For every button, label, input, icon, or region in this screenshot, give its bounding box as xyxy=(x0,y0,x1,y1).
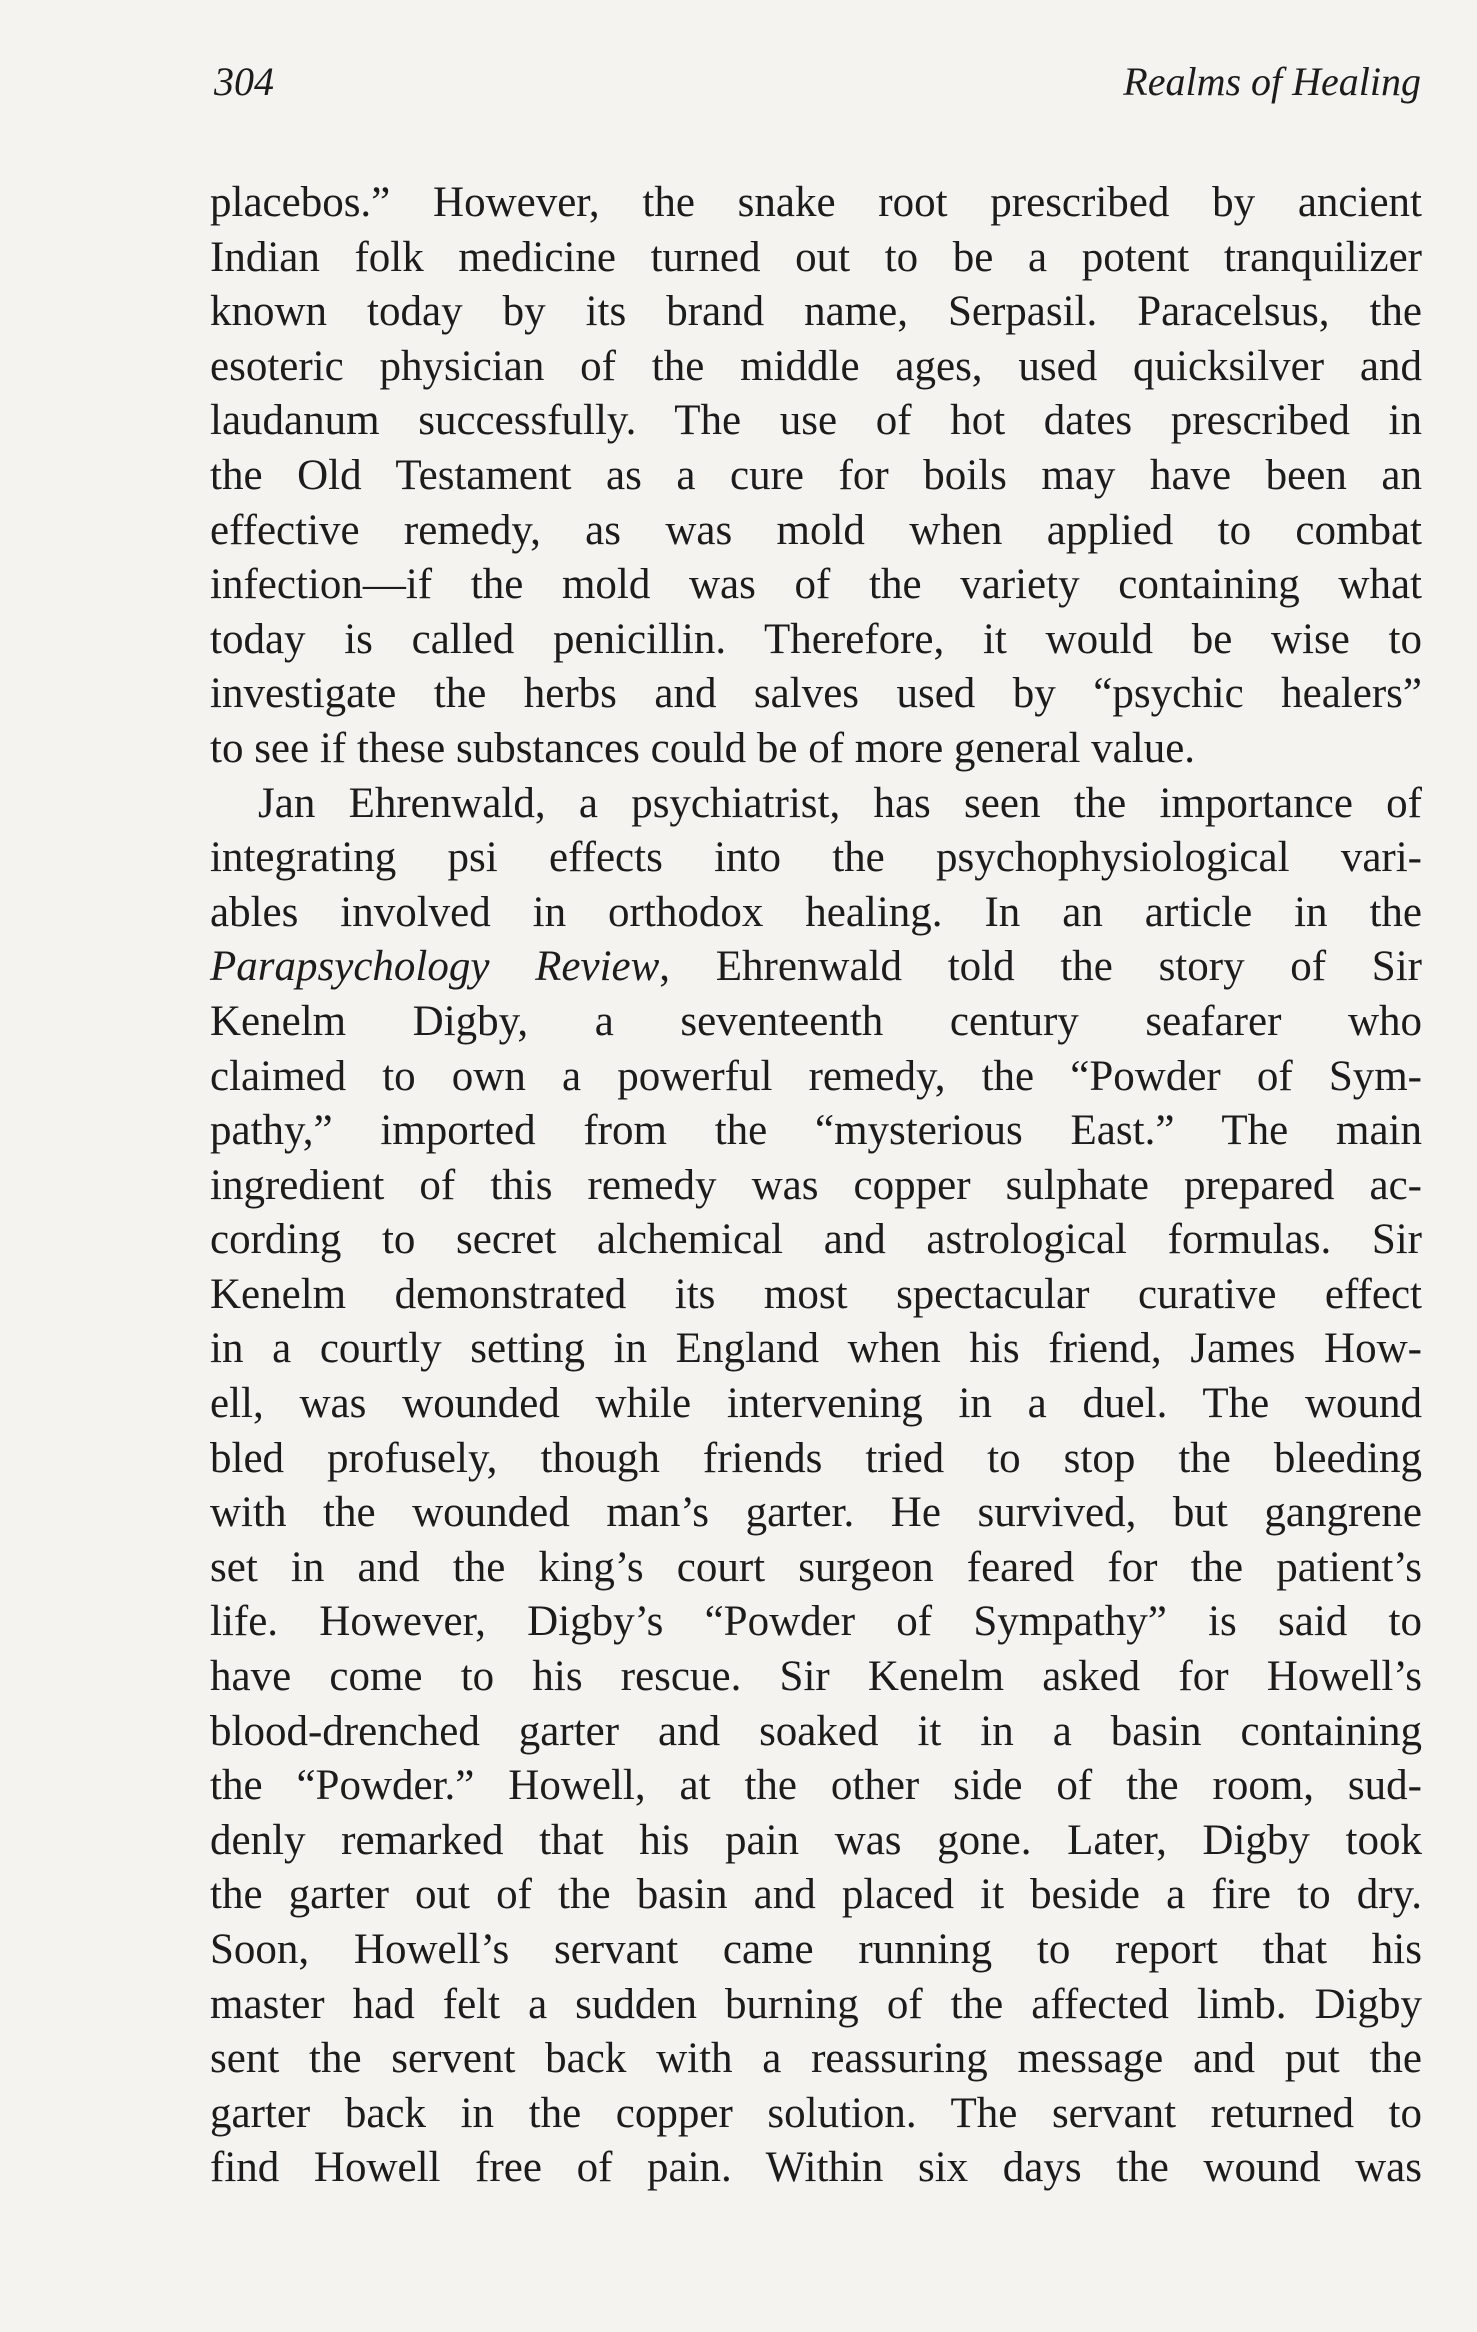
text-line: Kenelm demonstrated its most spectacular curative effect xyxy=(210,1270,1422,1318)
text-line: Indian folk medicine turned out to be a potent tranquilizer xyxy=(210,233,1422,281)
text-line-with-title xyxy=(210,940,1422,995)
paragraph-end-line: to see if these substances could be of more general value. xyxy=(210,724,1196,772)
journal-title: Parapsychology Review xyxy=(210,943,660,991)
text-line: Kenelm Digby, a seventeenth century seafarer who xyxy=(210,997,1422,1045)
text-line: have come to his rescue. Sir Kenelm asked for Howell’s xyxy=(210,1653,1422,1701)
text-line: sent the servent back with a reassuring message and put the xyxy=(210,2035,1422,2083)
text-segment: , Ehrenwald told the story of Sir xyxy=(659,943,1422,991)
text-line: the Old Testament as a cure for boils may have been an xyxy=(210,451,1422,499)
text-line: bled profusely, though friends tried to stop the bleeding xyxy=(210,1434,1422,1482)
text-line: integrating psi effects into the psychophysiological vari- xyxy=(210,834,1422,882)
text-line: pathy,” imported from the “mysterious East.” The main xyxy=(210,1107,1422,1155)
text-line: garter back in the copper solution. The servant returned to xyxy=(210,2089,1422,2137)
text-line: investigate the herbs and salves used by “psychic healers” xyxy=(210,670,1422,718)
text-line: esoteric physician of the middle ages, used quicksilver and xyxy=(210,342,1422,390)
text-line: claimed to own a powerful remedy, the “Powder of Sym- xyxy=(210,1052,1422,1100)
text-line: placebos.” However, the snake root prescribed by ancient xyxy=(210,179,1422,226)
text-line: today is called penicillin. Therefore, it would be wise to xyxy=(210,615,1422,663)
text-line: infection—if the mold was of the variety containing what xyxy=(210,561,1422,609)
text-line: blood-drenched garter and soaked it in a basin containing xyxy=(210,1707,1422,1755)
text-line: with the wounded man’s garter. He survived, but gangrene xyxy=(210,1489,1422,1537)
text-line: in a courtly setting in England when his friend, James How- xyxy=(210,1325,1422,1373)
running-head: Realms of Healing xyxy=(1123,59,1421,104)
text-line: find Howell free of pain. Within six days the wound was xyxy=(210,2144,1422,2192)
text-line: life. However, Digby’s “Powder of Sympathy” is said to xyxy=(210,1598,1422,1646)
text-line: denly remarked that his pain was gone. Later, Digby took xyxy=(210,1816,1422,1864)
paragraph-start-line: Jan Ehrenwald, a psychiatrist, has seen the importance of xyxy=(258,779,1422,827)
text-line: cording to secret alchemical and astrological formulas. Sir xyxy=(210,1216,1422,1264)
text-line: known today by its brand name, Serpasil. Paracelsus, the xyxy=(210,288,1422,336)
page-number: 304 xyxy=(214,59,274,104)
text-line: ables involved in orthodox healing. In an article in the xyxy=(210,888,1422,936)
text-line: laudanum successfully. The use of hot dates prescribed in xyxy=(210,397,1422,445)
text-line: effective remedy, as was mold when applied to combat xyxy=(210,506,1422,554)
text-line: ingredient of this remedy was copper sulphate prepared ac- xyxy=(210,1161,1422,1209)
text-line: master had felt a sudden burning of the affected limb. Digby xyxy=(210,1980,1422,2028)
text-line: Soon, Howell’s servant came running to report that his xyxy=(210,1926,1422,1973)
text-line: ell, was wounded while intervening in a duel. The wound xyxy=(210,1380,1422,1428)
body-text xyxy=(210,176,1422,2196)
page-header xyxy=(214,52,1421,112)
text-line: set in and the king’s court surgeon feared for the patient’s xyxy=(210,1543,1422,1591)
text-line: the garter out of the basin and placed it beside a fire to dry. xyxy=(210,1871,1422,1919)
text-line: the “Powder.” Howell, at the other side of the room, sud- xyxy=(210,1762,1422,1810)
